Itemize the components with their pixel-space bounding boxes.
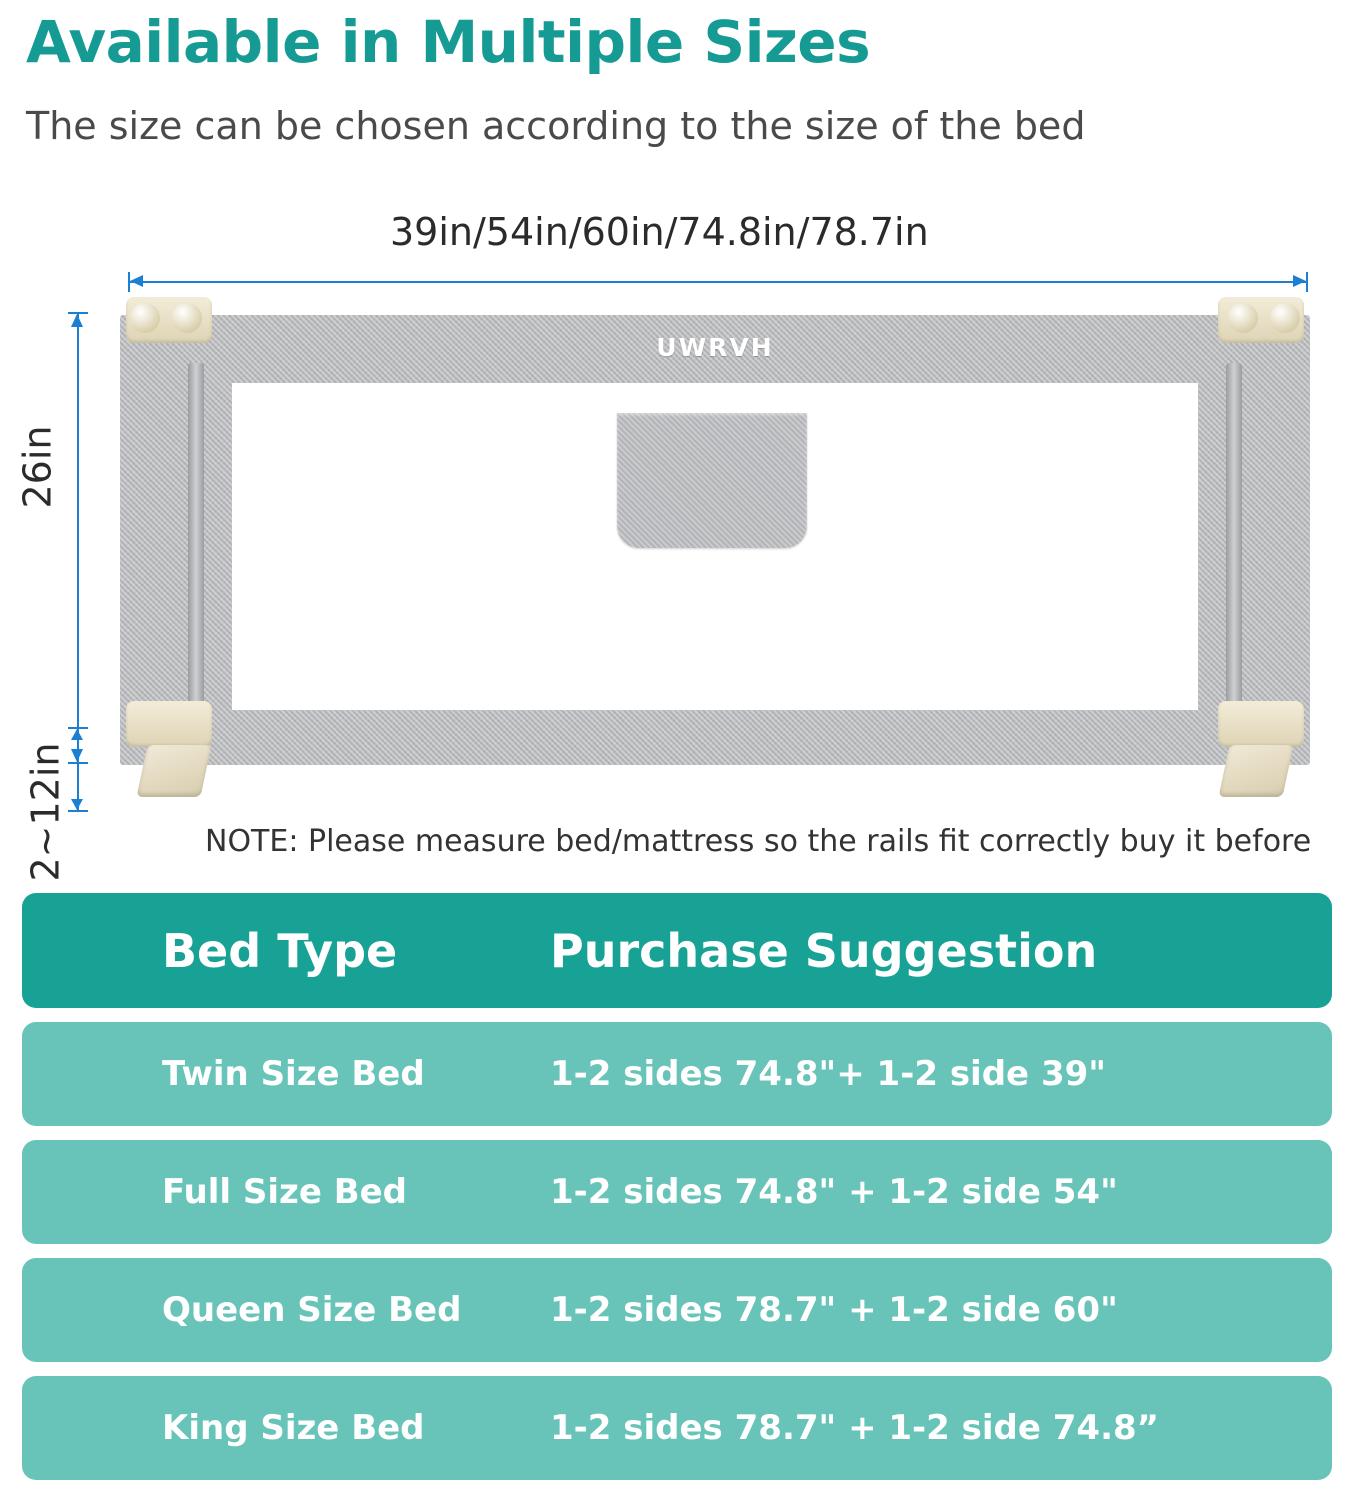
rail-storage-pocket bbox=[617, 413, 807, 548]
right-mount-foot bbox=[1218, 745, 1293, 797]
page-title: Available in Multiple Sizes bbox=[26, 8, 871, 76]
bottom-right-bracket bbox=[1218, 701, 1304, 747]
rail-right-post bbox=[1226, 363, 1242, 738]
table-row bbox=[22, 1022, 1332, 1126]
table-row bbox=[22, 1258, 1332, 1362]
bed-rail-illustration bbox=[120, 315, 1310, 805]
left-mount-foot bbox=[136, 745, 211, 797]
cell-bed-type: King Size Bed bbox=[162, 1408, 425, 1448]
table-row bbox=[22, 1376, 1332, 1480]
adjust-knob-icon bbox=[130, 303, 160, 333]
cell-bed-type: Queen Size Bed bbox=[162, 1290, 462, 1330]
bottom-left-bracket bbox=[126, 701, 212, 747]
adjust-knob-icon bbox=[172, 303, 202, 333]
table-row bbox=[22, 1140, 1332, 1244]
product-diagram bbox=[0, 190, 1353, 882]
brand-logo-text: UWRVH bbox=[656, 333, 774, 362]
measurement-note: NOTE: Please measure bed/mattress so the rails fit correctly buy it before bbox=[205, 824, 1312, 859]
clearance-dimension-label: 2~12in bbox=[23, 742, 68, 882]
width-dimension-arrow bbox=[128, 272, 1308, 292]
height-dimension-label: 26in bbox=[15, 425, 60, 509]
rail-left-post bbox=[188, 363, 204, 738]
cell-purchase-suggestion: 1-2 sides 78.7" + 1-2 side 74.8” bbox=[550, 1408, 1160, 1448]
clearance-dimension-arrow bbox=[68, 727, 88, 812]
adjust-knob-icon bbox=[1270, 303, 1300, 333]
column-header-purchase-suggestion: Purchase Suggestion bbox=[550, 923, 1098, 978]
page-subtitle: The size can be chosen according to the size of the bed bbox=[26, 104, 1086, 148]
size-suggestion-table bbox=[22, 893, 1332, 1494]
height-dimension-arrow bbox=[68, 312, 88, 764]
cell-purchase-suggestion: 1-2 sides 74.8"+ 1-2 side 39" bbox=[550, 1054, 1106, 1094]
cell-purchase-suggestion: 1-2 sides 74.8" + 1-2 side 54" bbox=[550, 1172, 1118, 1212]
cell-bed-type: Twin Size Bed bbox=[162, 1054, 425, 1094]
width-dimension-label: 39in/54in/60in/74.8in/78.7in bbox=[390, 210, 929, 254]
table-header-row bbox=[22, 893, 1332, 1008]
adjust-knob-icon bbox=[1228, 303, 1258, 333]
cell-bed-type: Full Size Bed bbox=[162, 1172, 408, 1212]
column-header-bed-type: Bed Type bbox=[162, 923, 398, 978]
cell-purchase-suggestion: 1-2 sides 78.7" + 1-2 side 60" bbox=[550, 1290, 1118, 1330]
rail-fabric-frame bbox=[120, 315, 1310, 765]
